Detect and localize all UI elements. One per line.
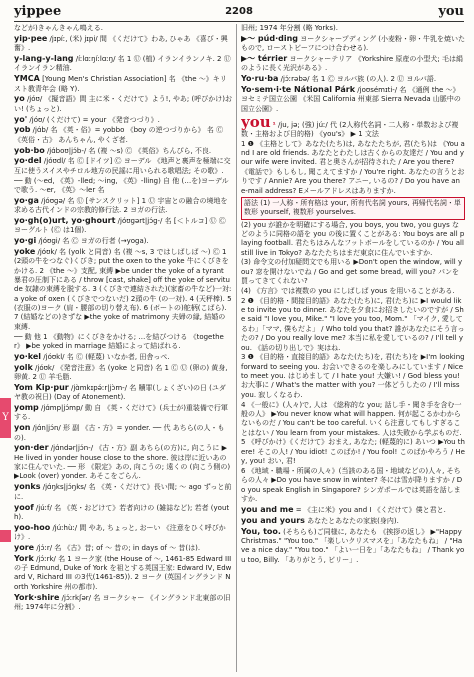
entry-definition: /joʊsémɪti-/ 名 《通例 the ～》ヨセミテ国立公園 《米国 California 州東部 Sierra Nevada 山脈中の国立公園》. [241, 86, 461, 113]
usage-note-box [241, 197, 465, 220]
dictionary-entry [14, 383, 232, 403]
entry-definition: /jóʊkl/ 名 Ⓒ (軽蔑) いなか者, 田舎っぺ. [43, 352, 170, 361]
entry-definition: (4) 《方言》では複数の you にしばしば yous を用いることがある. [241, 286, 455, 295]
entry-definition: [Young Men's Christian Association] 名 《the ～》キリスト教青年会 (略 Y). [14, 75, 227, 93]
dictionary-entry [14, 74, 232, 94]
dictionary-entry [241, 74, 465, 84]
dictionary-entry [14, 523, 232, 543]
entry-definition: /júːhùː/ 間 やあ, ちょっと, おーい 《注意をひく呼びかけ》. [14, 523, 226, 542]
entry-definition: などが)きゃんきゃん鳴える. [14, 24, 103, 32]
headword: Yom Kip·pur [14, 382, 69, 392]
dictionary-entry [241, 287, 465, 296]
headword: yo·kel [14, 351, 42, 361]
dictionary-entry [241, 297, 465, 353]
dictionary-entry [241, 258, 465, 286]
entry-definition: ── 動 (～ed, 《英》-lled; ～ing, 《英》-lling) 自 他 (…を)ヨーデルで歌う. ～er, 《英》～ler 名 [14, 176, 229, 194]
headword: Yo·sem·i·te Nátional Párk [241, 85, 356, 95]
dictionary-entry [14, 403, 232, 423]
entry-definition: /jɑ́ndər|jɔ́n-/ 《古・方》副 あちら(の方)に, 向こうに ▶He lived in yonder house close to the shore. 彼は岸に近いあの家に住んでいた. ── 形 《限定》あの, 向こうの; 遠くの (向こう側の) ▶Look (over) yonder. あそこをごらん. [14, 444, 231, 481]
entry-definition: /jɑ̀mkɪpə́ːr|jɔ̀m-/ 名 贖罪(しょくざい)の日 (ユダヤ教の祝日) (Day of Atonement). [14, 383, 226, 402]
entry-definition: 5 《呼びかけ》《くだけて》おまえ, あなた; (軽蔑的に) あいつ ▶You there! そこの人! / You idiot! このばか! / You fool! このばかやろう / Hey, you! おい, 君! [241, 438, 465, 466]
dictionary-entry [241, 24, 465, 33]
entry-definition: 4 《一般に》(人々)で, 人は 《総称的な you; 話し手・聞き手を含む一般の人》 ▶You never know what will happen. 何が起こるかわからないものだ / You can't be too careful. いくら注意してもしすぎることはない / You learn from your mistakes. 人は失敗から学ぶものだ. [241, 400, 462, 437]
entry-definition: /jɑ́ŋks|jɔ́ŋks/ 名 《英・くだけて》長い間; ～ ago ずっと前に. [14, 483, 232, 501]
dictionary-entry [14, 443, 232, 481]
entry-definition: /jóʊɡərt|jɔ́ɡ-/ 名 [＜トルコ] Ⓤ Ⓒ ヨーグルト (Ⓒ は1個). [14, 217, 226, 235]
dictionary-entry [14, 125, 232, 145]
headword: ▶～ térrier [241, 54, 288, 64]
headword: yo' [14, 114, 28, 124]
headword: yonks [14, 482, 41, 492]
dictionary-entry [241, 527, 465, 565]
dictionary-entry [14, 363, 232, 383]
headword: yo [14, 94, 25, 104]
entry-definition: ── 動 他 1 《動物》にくびきをかける; …を結びつける 《together》 ▶be yoked in marriage 結婚によって結ばれる. [14, 332, 224, 350]
entry-definition: /júːf/ 名 《英・おどけて》若者向けの (雑誌など); 若者 (youth). [14, 503, 230, 521]
dictionary-entry [241, 34, 465, 54]
dictionary-entry [14, 482, 232, 502]
entry-definition: /jóʊɡi/ 名 Ⓒ ヨガの行者 (→yoga). [38, 237, 149, 246]
guide-word-left: yippee [14, 4, 62, 19]
dictionary-entry [14, 34, 232, 54]
dictionary-entry [14, 247, 232, 332]
entry-you: you ¹ /ju, jə; (強) júː/ 代 (2人称代名詞・二人称・単数および複数・主格および目的格) 《you's》 ▶ 1 文法 [241, 112, 459, 138]
headword: yo·gh(o)urt, yo·ghourt [14, 216, 116, 226]
entry-definition: /jóʊɡə/ 名 Ⓤ [サンスクリット] 1 Ⓤ 宇宙との融合の境地を求める古代インドの宗教的修行法. 2 ヨガの行法. [14, 196, 228, 215]
dictionary-entry [14, 593, 232, 613]
dictionary-entry [14, 54, 232, 74]
dictionary-entry [241, 438, 465, 466]
headword: yoo-hoo [14, 522, 51, 532]
entry-definition: /jóʊ/ 《擬音語》間 主に米・くだけて》よう!, やあ; (呼びかけ)おい! (ちょっと). [14, 95, 232, 113]
headword: yore [14, 542, 35, 552]
entry-definition: /jɑ́b/ 名 《英・俗》= yobbo 《boy の逆つづりから》 名 Ⓒ 《英俗・古》 あんちゃん, やくざ者. [14, 126, 224, 144]
dictionary-entry [14, 216, 232, 236]
headword: yolk [14, 362, 33, 372]
headword: yoof [14, 502, 34, 512]
entry-definition: 語法 (1) 一人称・所有格は your, 所有代名詞 yours, 再帰代名詞・単数形 yourself, 複数形 yourselves. [244, 198, 461, 217]
entry-definition: = 《主に米》you and I 《くだけて》僕と君と. [295, 505, 446, 514]
entry-definition: (3) 命令文の付加疑問文でも用いる ▶Don't open the window, will you? 窓を開けないでね / Go and get some bread, will you? パンを買ってきてくれない? [241, 258, 463, 286]
right-column-top-entries [241, 24, 465, 114]
entry-definition: 旧州; 1974 年分割 (略 Yorks). [241, 24, 338, 32]
entry-definition: あなたとあなたの家族(身内). [307, 516, 399, 525]
entry-definition: ヨークシャーテリア 《Yorkshire 原産の小型犬; 毛は絹のように長く光沢がある》. [241, 55, 463, 73]
headword: You, too. [241, 526, 281, 536]
left-column [14, 24, 232, 672]
headword: you and yours [241, 515, 305, 525]
dictionary-entry [14, 333, 232, 352]
entry-definition: (2) you が誰かを明確にする場合, you boys, you two, you guys などのように同格の語を you の後に置くことがある: You boys are all playing football. 君たちはみんなフットボールをしているのか / You all still live in Tokyo? あなたたちはまだ東京に住んでいますか. [241, 220, 465, 257]
entry-definition: /jóʊdl/ 名 Ⓒ [ドイツ] Ⓒ ヨーデル 《地声と裏声を極端に交互に使うスイスやチロル地方の民謡に用いられる歌唱法; その歌》. [14, 157, 231, 175]
entry-you-pronunciation: /ju, jə; (強) júː/ 代 (2人称代名詞・二人称・単数および複数・主格および目的格) 《you's》 ▶ 1 文法 [241, 120, 459, 138]
edge-thumb-mark [0, 530, 11, 542]
dictionary-entry [14, 196, 232, 216]
dictionary-entry [241, 54, 465, 74]
page-header [14, 4, 464, 22]
right-column [241, 24, 465, 672]
headword: York·shire [14, 592, 60, 602]
dictionary-entry [14, 352, 232, 362]
dictionary-entry [241, 221, 465, 258]
dictionary-entry [14, 543, 232, 553]
entry-definition: (そちらも)ご同様に, あなたも 《挨拶の返し》 ▶"Happy Christmas." "You too." 「楽しいクリスマスを」「あなたもね」 / "Have a nice day." "You too." 「よい一日を」「あなたもね」 / Thank you too, Billy. 「ありがとう, ビリー」. [241, 527, 465, 564]
you-entry-senses [241, 140, 465, 565]
headword-you-large: you [241, 112, 271, 131]
entry-definition: 6 《地域・職場・所属の人々》(当該のある国・地域などの)人々, そちらの人々 ▶Do you have snow in winter? 冬には雪が降りますか / Do you speak English in Singapore? シンガポールでは英語を話しますか. [241, 466, 463, 503]
headword: yo·ga [14, 195, 39, 205]
entry-definition: /jɑ́n|jɔ́n/ 形 副 《古・方》= yonder. ── 代 あちら(の人・もの). [14, 424, 225, 442]
alphabet-index-tab: Y [0, 398, 11, 438]
headword: yob [14, 125, 31, 135]
headword: Yo·ru·ba [241, 74, 279, 84]
entry-definition: /jɔ́ːrk/ 名 1 ヨーク家 (the House of ～, 1461-85 Edward III の子 Edmund, Duke of York を祖とする英国王家: Edward IV, Edward V, Richard III の3代(1461-85)). 2 ヨーク (英国イングランド North Yorkshire 州の都市). [14, 554, 232, 591]
entry-definition: 2 ❶ 《目的格・間接目的語》あなた(たち)に, 君(たち)に ▶I would like to invite you to dinner. あなたを夕食にお招きしたいのですが / She said "I love you, Mike." "I love you too, Mom." 「マイク, 愛してるわ」「ママ, 僕もだよ」 / Who told you that? 誰があなたにそう言ったの? / Do you really love me? 本当に私を愛しているの? / I'll tell you. 《話の切り出しで》実はね. [241, 296, 465, 352]
dictionary-entry [241, 467, 465, 504]
dictionary-entry [241, 140, 465, 196]
entry-definition: 1 ❶ 《主格として》あなた(たち)は, あなたたちが, 君(たち)は 《You and I are old friends. あなたとわたしは古くからの友達だ / You and your wife were invited. 君と奥さんが招待された / Are you there? 《電話で》もしもし, 聞こえてますか / You're right. あなたの言うとおりです / Annie? Are you there? アニー, いるの? / Do you have an e-mail address? Eメールアドレスはありますか. [241, 139, 465, 195]
headword: ▶～ púd·ding [241, 33, 299, 43]
guide-word-right: you [438, 4, 464, 19]
entry-definition: /jɔ́ːr/ 名 《古》昔; of ～ 昔の; in days of ～ 昔(は). [36, 543, 201, 552]
headword: yob·bo [14, 145, 45, 155]
dictionary-entry [14, 24, 232, 33]
headword: y-lang-y-lang [14, 54, 74, 64]
dictionary-entry [241, 516, 465, 526]
dictionary-entry [241, 353, 465, 400]
entry-definition: /jóʊ/ (くだけて) = your 《発音つづり》. [29, 115, 160, 124]
headword: YMCA [14, 74, 40, 84]
headword: yon·der [14, 443, 49, 453]
entry-definition: /jɔ́ːrəbə/ 名 1 Ⓒ ヨルバ族 (の人). 2 Ⓤ ヨルバ語. [280, 75, 437, 84]
dictionary-entry [14, 177, 232, 196]
dictionary-entry [241, 85, 465, 114]
entry-definition: /jóʊk/ 名 (yolk と同音) 名 (複 ～s, 3 ではしばしば ～) Ⓒ 1 (2頭の牛をつなぐ)くびき; put the oxen to the yoke 牛にくびきをかける. 2 《the ～》支配, 束縛 ▶be under the yoke of a tyrant 暴君の圧制下にある / throw [cast, shake] off the yoke of servitude 奴隷の束縛を脱する. 3 (くびきで連結された)(家畜の牛など)一対: a yoke of oxen (くびきでつないだ) 2頭の牛 (の一対). 4 (天秤棒). 5 (衣服の)ヨーク (肩・腰部の切り替え布). 6 (ボートの)舵柄(こばら). 7 (結婚などの)きずな ▶the yoke of matrimony 夫婦の縁, 結婚の束縛. [14, 248, 232, 331]
headword: yoke [14, 247, 36, 257]
dictionary-entry [14, 236, 232, 246]
entry-definition: /jɪpíː, (米) jɪpi/ 間 《くだけて》わあ, ひゃあ 《喜び・興奮》. [14, 34, 228, 53]
headword: yip·pee [14, 33, 48, 43]
dictionary-entry [14, 423, 232, 443]
headword: you and me [241, 504, 294, 514]
entry-definition: 3 ❶ 《目的格・直接目的語》あなた(たち)を, 君(たち)を ▶I'm looking forward to seeing you. お会いできるのを楽しみにしています / Nice to meet you. はじめまして / I hate you! 大嫌い! / God bless you! お大事に / What's the matter with you? 一体どうしたの / I'll miss you. 寂しくなるわ. [241, 353, 465, 399]
dictionary-entry [14, 554, 232, 592]
entry-definition: /íːlɑːŋíːlɑːŋ/ 名 1 Ⓤ (植) イランイランノキ. 2 Ⓤ イランイラン精油. [14, 55, 231, 73]
entry-definition: /jɑ́mp|jɔ́mp/ 動 自 《英・くだけて》(兵士が)重装備で行軍する. [14, 404, 228, 422]
dictionary-entry [241, 505, 465, 515]
column-divider [236, 24, 237, 672]
headword: yo·del [14, 156, 42, 166]
entry-definition: /jɑ́boʊ|jɔ́b-/ 名 (複 ～s) Ⓒ 《英俗》ちんぴら, 不良. [46, 146, 212, 155]
entry-definition: ヨークシャープディング (小麦粉・卵・牛乳を焼いたもので, ローストビーフにつけ合わせる). [241, 34, 465, 53]
dictionary-entry [14, 115, 232, 125]
dictionary-entry [14, 94, 232, 114]
headword: yomp [14, 403, 39, 413]
page-number: 2208 [225, 6, 253, 17]
dictionary-entry [14, 503, 232, 523]
headword: yo·gi [14, 236, 37, 246]
dictionary-entry [241, 401, 465, 438]
entry-definition: /jɔ́ːrkʃər/ 名 ヨークシャー 《イングランド北東部の旧州; 1974年に分割》. [14, 593, 231, 611]
dictionary-entry [14, 156, 232, 176]
dictionary-entry [14, 146, 232, 156]
entry-definition: /jóʊk/ 《発音注意》名 (yoke と同音) 名 1 Ⓒ Ⓤ (卵の) 黄身, 卵黄. 2 Ⓤ 羊毛脂. [14, 363, 228, 382]
headword: yon [14, 423, 31, 433]
headword: York [14, 553, 34, 563]
